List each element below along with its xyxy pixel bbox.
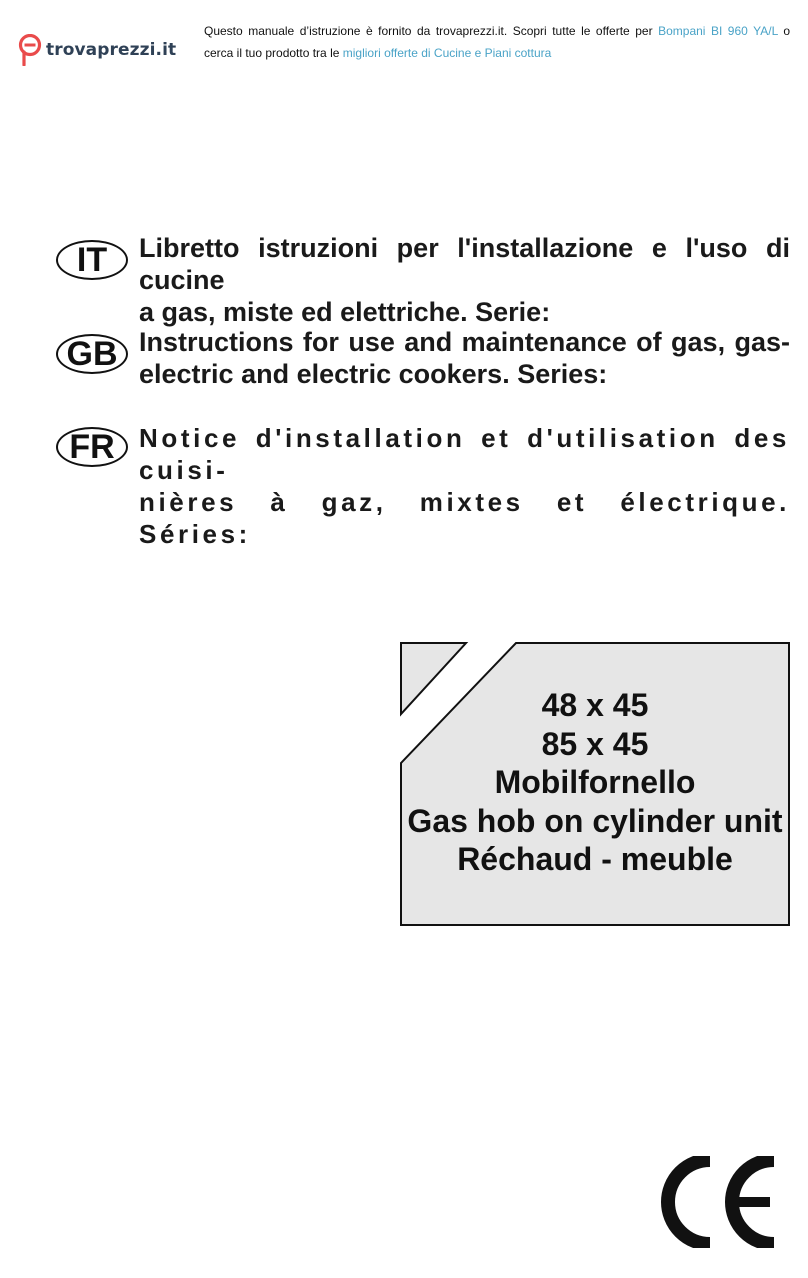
series-line: 48 x 45 [541,687,649,723]
notice-line-2: cerca il tuo prodotto tra le migliori offerte di Cucine e Piani cottura [204,46,552,60]
language-title-gb: Instructions for use and maintenance of gas, gas- electric and electric cookers. Series: [139,327,790,389]
ce-mark-icon [656,1156,780,1248]
product-offers-link[interactable]: Bompani BI 960 YA/L [658,24,778,38]
language-badge-fr: FR [56,427,128,467]
series-model-list [400,686,790,879]
price-tag-logo-icon [18,34,42,66]
brand-name: trovaprezzi.it [46,40,177,60]
series-line: 85 x 45 [541,725,649,762]
language-badge-gb: GB [56,334,128,374]
notice-line-1: Questo manuale d’istruzione è fornito da trovaprezzi.it. Scopri tutte le offerte per Bompani BI 960 YA/L o [204,24,790,38]
distribution-notice [204,20,790,64]
language-title-fr: Notice d'installation et d'utilisation des cuisi- nières à gaz, mixtes et électrique. Séries: [139,423,790,549]
brand-logo[interactable] [18,34,176,66]
language-badge-it: IT [56,240,128,280]
series-panel [400,642,790,926]
series-line: Mobilfornello [494,764,696,800]
language-title-it: Libretto istruzioni per l'installazione e l'uso di cucine a gas, miste ed elettriche. Serie: [139,233,790,327]
category-offers-link[interactable]: migliori offerte di Cucine e Piani cottura [342,46,552,60]
series-line: Réchaud - meuble [457,841,733,877]
series-line: Gas hob on cylinder unit [407,802,783,839]
